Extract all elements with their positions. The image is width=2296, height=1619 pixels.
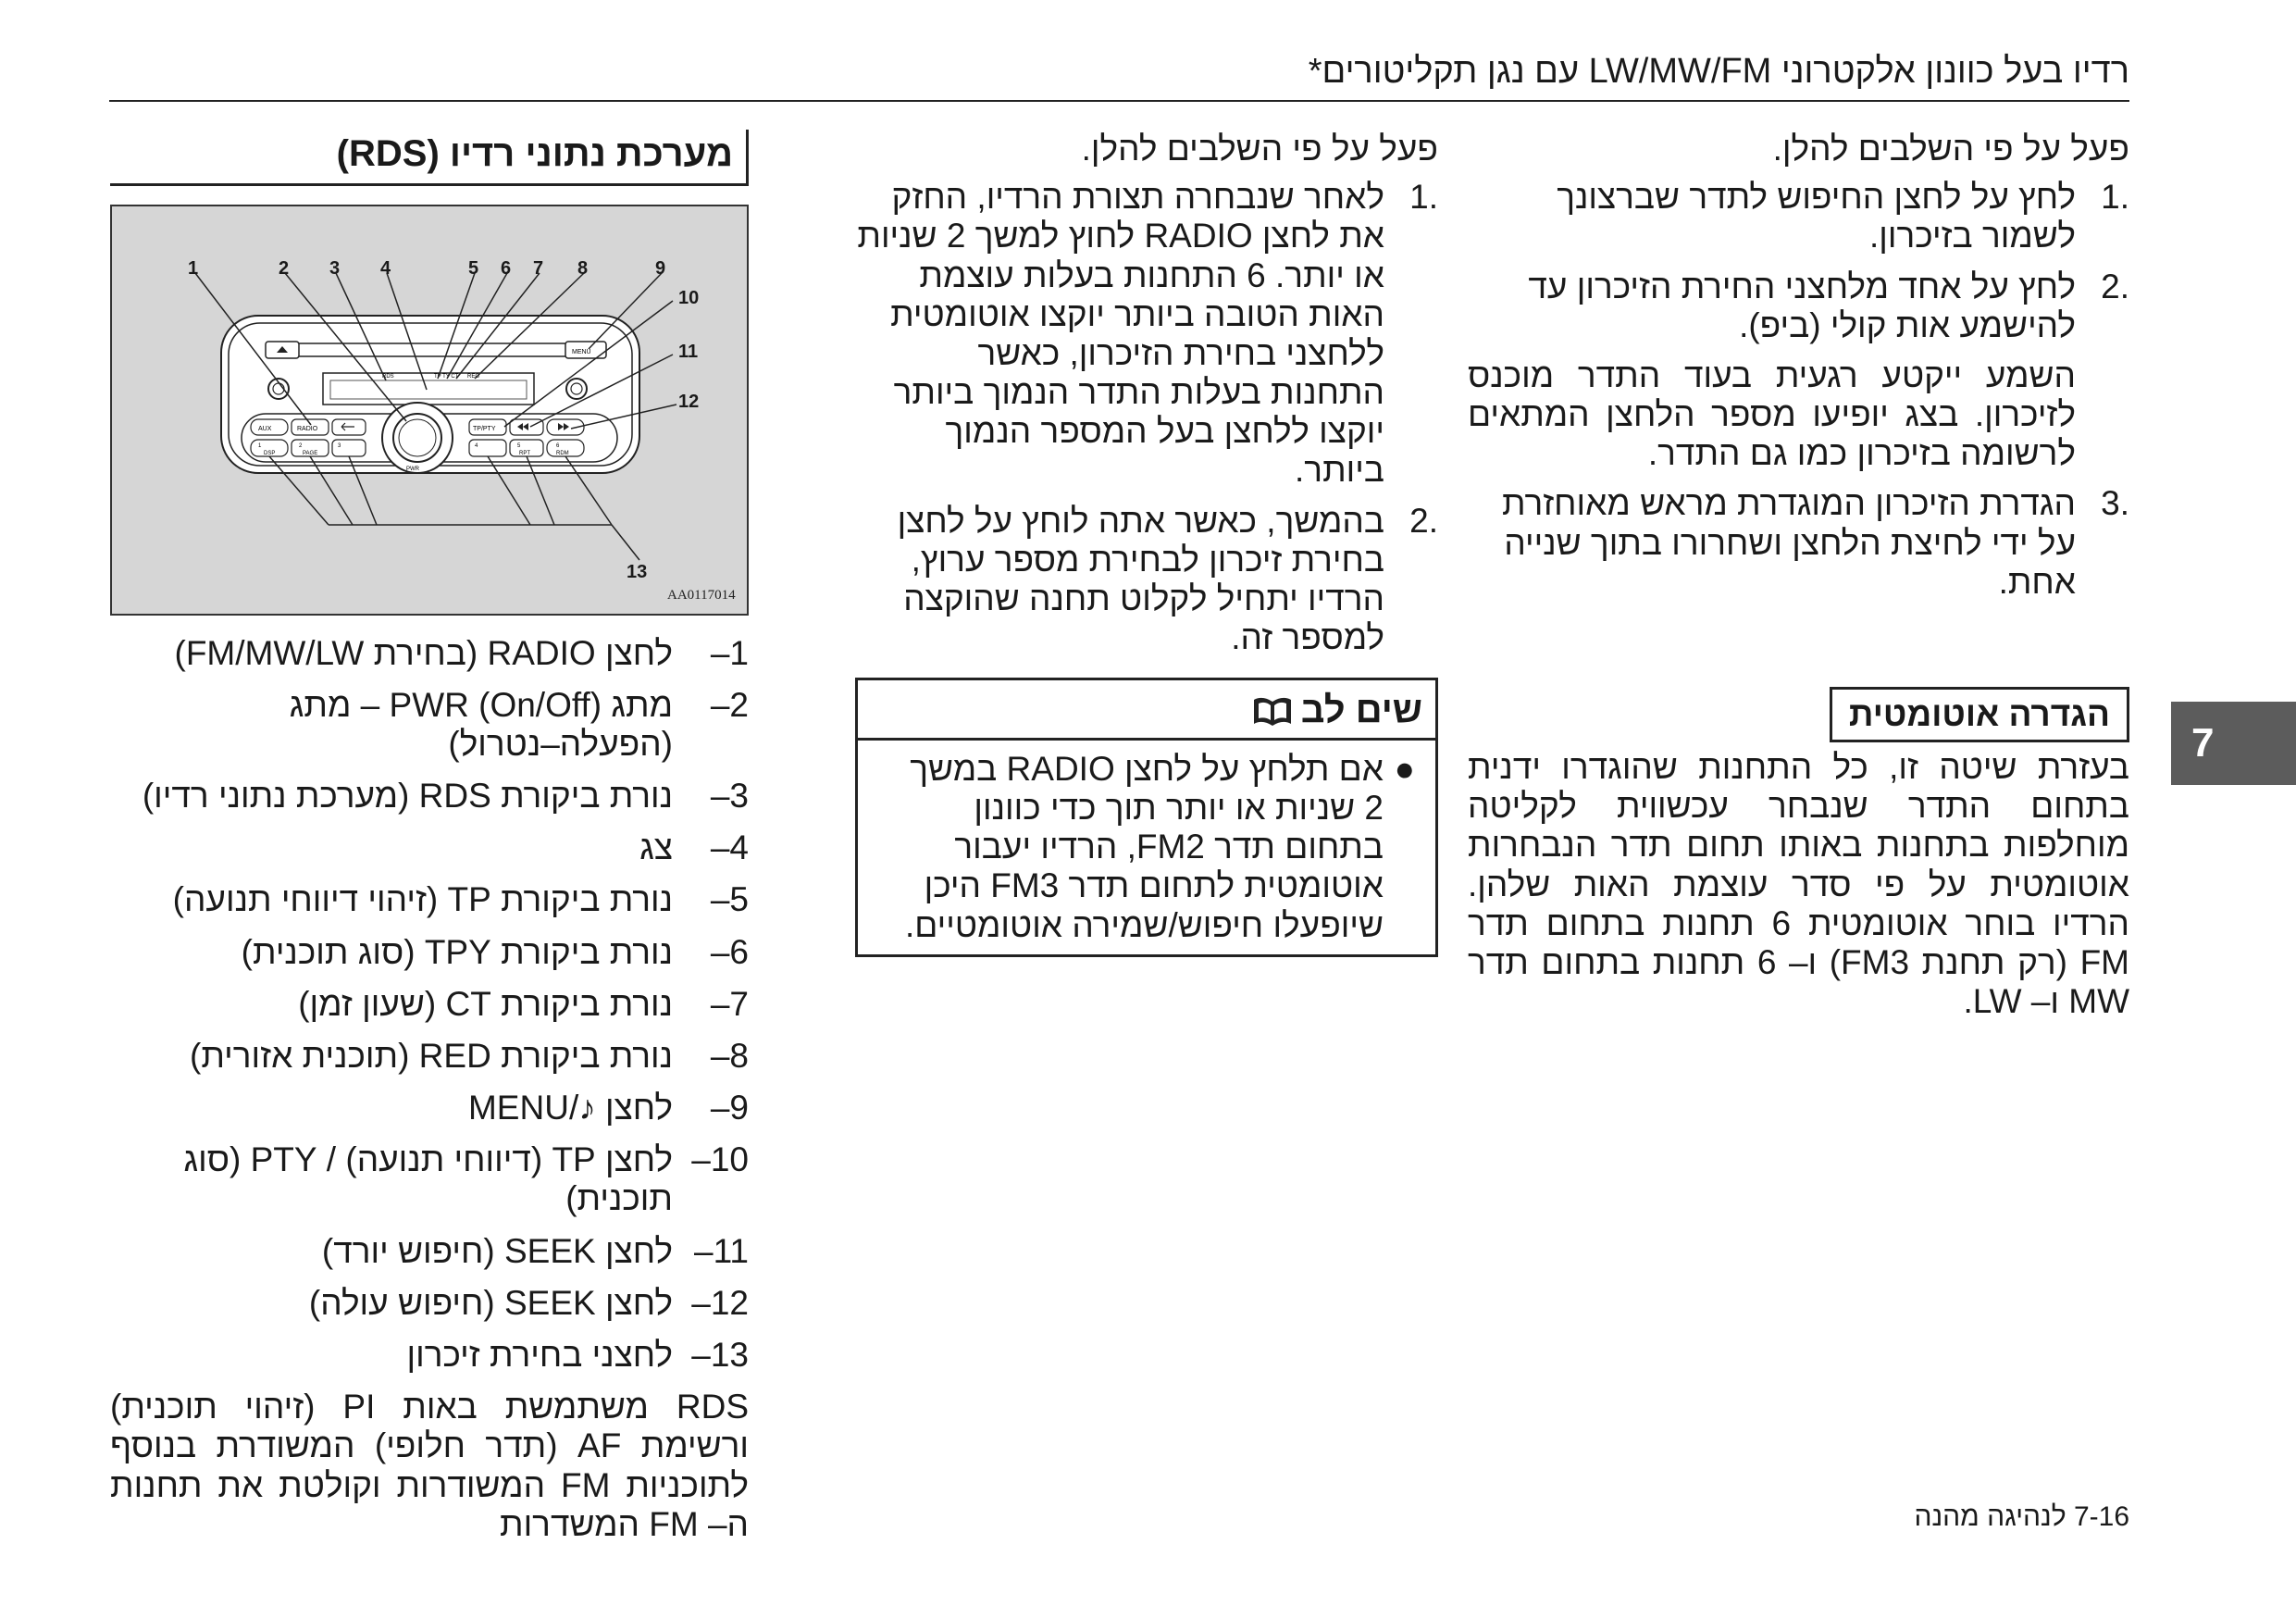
legend-text: לחצן RADIO (בחירת FM/MW/LW): [174, 633, 673, 672]
chapter-number: 7: [2191, 720, 2215, 766]
manual-memory-steps-cont: [1468, 484, 2129, 602]
callout-1: 1: [188, 257, 199, 279]
legend-text: לחצן SEEK (חיפוש עולה): [308, 1283, 673, 1322]
callout-7: 7: [533, 257, 544, 279]
legend-number: –6: [710, 932, 749, 971]
legend-text: נורת ביקורת RED (תוכנית אזורית): [190, 1036, 673, 1075]
legend-number: –9: [710, 1089, 749, 1127]
callout-13: 13: [627, 561, 648, 582]
menu-label: MENU: [572, 348, 591, 355]
preset-4-label: 4: [475, 442, 478, 449]
legend-item: [110, 828, 749, 867]
step: [1468, 178, 2129, 255]
step-text: לחץ על לחצן החיפוש לתדר שברצונך לשמור בזיכרון.: [1557, 178, 2076, 255]
legend-number: –10: [691, 1140, 749, 1179]
legend-number: –11: [694, 1231, 749, 1270]
callout-6: 6: [501, 257, 512, 279]
legend-text: מתג PWR (On/Off) – מתג (הפעלה–נטרול): [289, 685, 673, 763]
legend-item: [110, 634, 749, 673]
legend-number: –5: [710, 880, 749, 919]
callout-2: 2: [279, 257, 290, 279]
legend-text: לחצני בחירת זיכרון: [406, 1336, 673, 1374]
legend-item: [110, 777, 749, 816]
step-number: .1: [2101, 178, 2129, 217]
callout-5: 5: [468, 257, 479, 279]
manual-memory-steps: [1468, 178, 2129, 345]
legend-text: צג: [639, 828, 673, 867]
legend-number: –12: [691, 1283, 749, 1322]
legend-number: –4: [710, 828, 749, 867]
step-number: .3: [2101, 484, 2129, 523]
step: [1468, 268, 2129, 345]
step: [855, 178, 1438, 490]
rds-section-title: מערכת נתוני רדיו (RDS): [110, 130, 749, 186]
legend-item: [110, 880, 749, 919]
legend-text: נורת ביקורת CT (שעון זמן): [298, 984, 673, 1023]
tp-ct-label: TP TY CT: [434, 373, 459, 380]
callout-4: 4: [380, 257, 391, 279]
open-book-icon: [1251, 692, 1294, 729]
preset-1-label: 1: [258, 442, 262, 449]
legend-item: [110, 1232, 749, 1271]
legend-number: –8: [710, 1036, 749, 1075]
chapter-tab: [2171, 702, 2296, 785]
legend-number: –7: [710, 984, 749, 1023]
radio-label: RADIO: [297, 425, 318, 432]
reg-label: REG: [467, 373, 480, 380]
note-box: [855, 678, 1438, 956]
figure-code: AA0117014: [667, 587, 736, 603]
header-divider: [109, 100, 2129, 102]
callout-12: 12: [678, 391, 700, 412]
step: [855, 502, 1438, 658]
rpt-label: RPT: [519, 450, 530, 456]
callout-3: 3: [329, 257, 341, 279]
rdm-label: RDM: [556, 450, 569, 456]
legend-item: [110, 1089, 749, 1127]
step-text: בהמשך, כאשר אתה לוחץ על לחצן בחירת זיכרון לבחירת מספר ערוץ, הרדיו יתחיל לקלוט תחנה שהוקצה למספר זה.: [897, 501, 1384, 657]
note-body: [858, 741, 1435, 954]
legend-number: –13: [691, 1336, 749, 1374]
radio-panel-drawing: [112, 206, 747, 614]
step-text: לחץ על אחד מלחצני החירת הזיכרון עד להישמע אות קולי (ביפ).: [1528, 267, 2076, 344]
legend-item: [110, 933, 749, 972]
dsp-label: DSP: [264, 450, 276, 456]
middle-column: [855, 130, 1438, 957]
steps-intro: פעל על פי השלבים להלן.: [1772, 130, 2129, 168]
rds-description: RDS משתמשת באות PI (זיהוי תוכנית) ורשימת AF (תדר חלופי) המשודרת בנוסף לתוכניות FM המשודרות וקולטת את תחנות ה– FM המשדרות: [110, 1388, 749, 1543]
preset-2-label: 2: [299, 442, 303, 449]
step-number: .2: [2101, 267, 2129, 305]
preset-5-label: 5: [517, 442, 521, 449]
left-column: [110, 130, 749, 1553]
callout-legend: [110, 634, 749, 1376]
step-number: .2: [1409, 501, 1438, 540]
aux-label: AUX: [258, 425, 272, 432]
legend-item: [110, 686, 749, 764]
legend-number: –3: [710, 777, 749, 816]
page-label: PAGE: [303, 450, 318, 456]
page-footer: 7-16 לנהיגה מהנה: [1914, 1501, 2129, 1532]
preset-6-label: 6: [556, 442, 560, 449]
callout-10: 10: [678, 287, 700, 308]
callout-11: 11: [678, 341, 699, 362]
legend-item: [110, 1284, 749, 1323]
right-column: [1468, 130, 2129, 1030]
page-header-title: רדיו בעל כוונון אלקטרוני LW/MW/FM עם נגן תקליטורים*: [1308, 52, 2129, 91]
legend-text: לחצן ♪/MENU: [467, 1089, 673, 1127]
note-text: אם תלחץ על לחצן RADIO במשך 2 שניות או יותר תוך כדי כוונון בתחום תדר FM2, הרדיו יעבור אוטומטית לתחום תדר FM3 היכן שיופעלו חיפוש/שמירה אוטומטיים.: [905, 749, 1384, 944]
legend-text: לחצן SEEK (חיפוש יורד): [321, 1231, 673, 1270]
auto-memory-steps: [855, 178, 1438, 657]
radio-panel-figure: [110, 205, 749, 616]
callout-9: 9: [655, 257, 666, 279]
legend-item: [110, 1140, 749, 1218]
legend-item: [110, 1037, 749, 1076]
legend-item: [110, 985, 749, 1024]
step-text: לאחר שנבחרה תצורת הרדיו, החזק את לחצן RADIO לחוץ למשך 2 שניות או יותר. 6 התחנות בעלות עוצמת האות הטובה ביותר יוקצו אוטומטית ללחצני בחירת הזיכרון, כאשר התחנות בעלות התדר הנמוך ביותר יוקצו ללחצן בעל המספר הנמוך ביותר.: [857, 178, 1384, 490]
legend-text: נורת ביקורת TP (זיהוי דיווחי תנועה): [172, 880, 673, 919]
step-explanation: השמע ייקטע רגעית בעוד התדר מוכנס לזיכרון. בצג יופיעו מספר הלחצן המתאים לרשומה בזיכרון כמו גם התדר.: [1468, 355, 2076, 473]
tp-pty-label: TP/PTY: [473, 425, 496, 432]
auto-setting-heading: הגדרה אוטומטית: [1830, 687, 2129, 742]
preset-3-label: 3: [338, 442, 341, 449]
legend-number: –2: [710, 685, 749, 724]
legend-text: נורת ביקורת RDS (מערכת נתוני רדיו): [142, 777, 673, 816]
step: [1468, 484, 2129, 602]
steps-intro: פעל על פי השלבים להלן.: [1081, 130, 1438, 168]
step-text: הגדרת הזיכרון המוגדרת מראש מאוחזרת על ידי לחיצת הלחצן ושחרורו בתוך שנייה אחת.: [1502, 484, 2076, 601]
step-number: .1: [1409, 178, 1438, 217]
callout-8: 8: [577, 257, 589, 279]
note-header: [858, 680, 1435, 741]
legend-text: לחצן TP (דיווחי תנועה) / PTY (סוג תוכנית): [183, 1140, 673, 1218]
pwr-label: PWR: [406, 466, 419, 472]
legend-number: –1: [710, 633, 749, 672]
legend-item: [110, 1336, 749, 1375]
legend-text: נורת ביקורת TPY (סוג תוכנית): [241, 932, 673, 971]
rds-label: RDS: [382, 373, 394, 380]
bullet-icon: ●: [1394, 749, 1415, 788]
auto-setting-text: בעזרת שיטה זו, כל התחנות שהוגדרו ידנית בתחום התדר שנבחר עכשווית לקליטה מוחלפות בתחנות באותו תחום תדר הנבחרות אוטומטית על פי סדר עוצמת האות שלהן. הרדיו בוחר אוטומטית 6 תחנות בתחום תדר FM (רק תחנת FM3) ו– 6 תחנות בתחום תדר MW ו– LW.: [1468, 748, 2130, 1021]
note-title: שים לב: [1300, 690, 1422, 731]
